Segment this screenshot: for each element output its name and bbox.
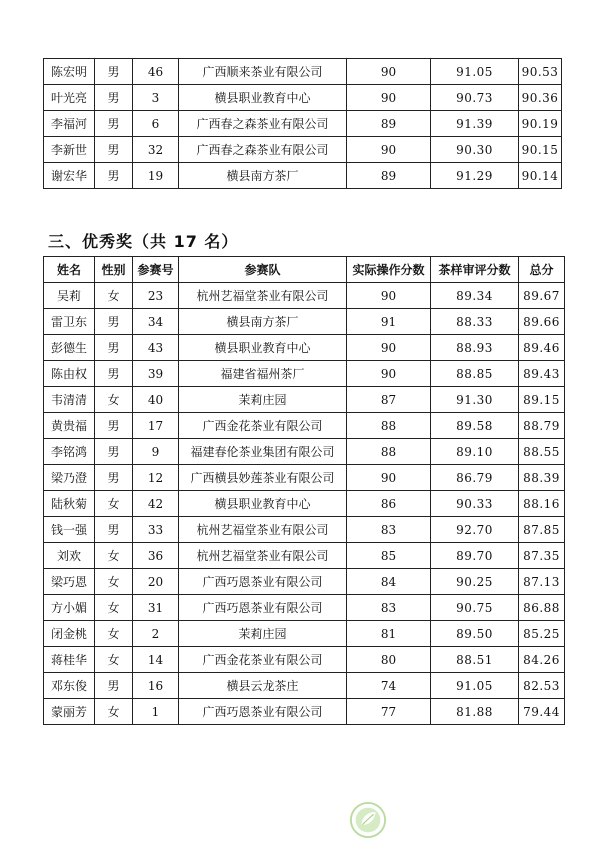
cell-tea: 92.70 [431, 517, 519, 543]
cell-op: 88 [347, 413, 431, 439]
cell-op: 90 [347, 283, 431, 309]
cell-name: 李福河 [44, 111, 95, 137]
cell-gender: 女 [95, 699, 133, 725]
cell-tea: 86.79 [431, 465, 519, 491]
cell-team: 福建春伦茶业集团有限公司 [179, 439, 347, 465]
cell-tea: 88.85 [431, 361, 519, 387]
cell-total: 90.15 [519, 137, 562, 163]
cell-total: 82.53 [519, 673, 565, 699]
cell-no: 3 [133, 85, 179, 111]
cell-gender: 男 [95, 335, 133, 361]
cell-no: 36 [133, 543, 179, 569]
cell-op: 90 [347, 59, 431, 85]
header-operation-score: 实际操作分数 [347, 257, 431, 283]
cell-tea: 88.93 [431, 335, 519, 361]
table-row [44, 137, 562, 163]
cell-team: 杭州艺福堂茶业有限公司 [179, 517, 347, 543]
table-row [44, 163, 562, 189]
header-number: 参赛号 [133, 257, 179, 283]
table-row [44, 361, 565, 387]
table-row [44, 491, 565, 517]
cell-no: 34 [133, 309, 179, 335]
table-row [44, 517, 565, 543]
table-row [44, 595, 565, 621]
cell-op: 87 [347, 387, 431, 413]
cell-team: 横县职业教育中心 [179, 491, 347, 517]
cell-tea: 89.70 [431, 543, 519, 569]
cell-no: 1 [133, 699, 179, 725]
cell-name: 韦清清 [44, 387, 95, 413]
cell-name: 谢宏华 [44, 163, 95, 189]
cell-name: 彭德生 [44, 335, 95, 361]
cell-no: 32 [133, 137, 179, 163]
cell-op: 83 [347, 595, 431, 621]
cell-name: 黄贵福 [44, 413, 95, 439]
cell-team: 横县南方茶厂 [179, 309, 347, 335]
cell-team: 广西春之森茶业有限公司 [179, 137, 347, 163]
cell-no: 40 [133, 387, 179, 413]
cell-name: 雷卫东 [44, 309, 95, 335]
cell-name: 李新世 [44, 137, 95, 163]
awards-table-continued [43, 58, 562, 189]
cell-op: 84 [347, 569, 431, 595]
cell-total: 87.85 [519, 517, 565, 543]
table-row [44, 569, 565, 595]
cell-op: 90 [347, 85, 431, 111]
cell-op: 81 [347, 621, 431, 647]
cell-no: 2 [133, 621, 179, 647]
cell-name: 钱一强 [44, 517, 95, 543]
table-row [44, 413, 565, 439]
cell-total: 88.79 [519, 413, 565, 439]
cell-name: 李铭鸿 [44, 439, 95, 465]
cell-op: 80 [347, 647, 431, 673]
cell-team: 广西横县妙莲茶业有限公司 [179, 465, 347, 491]
cell-team: 横县南方茶厂 [179, 163, 347, 189]
tea-leaf-logo-icon [349, 801, 387, 839]
table-row [44, 621, 565, 647]
cell-op: 89 [347, 111, 431, 137]
cell-name: 叶光亮 [44, 85, 95, 111]
cell-name: 梁乃澄 [44, 465, 95, 491]
cell-tea: 91.05 [431, 59, 519, 85]
cell-total: 89.66 [519, 309, 565, 335]
cell-gender: 男 [95, 361, 133, 387]
table-row [44, 59, 562, 85]
cell-gender: 男 [95, 85, 133, 111]
cell-op: 88 [347, 439, 431, 465]
cell-total: 90.14 [519, 163, 562, 189]
cell-name: 闭金桃 [44, 621, 95, 647]
cell-team: 广西春之森茶业有限公司 [179, 111, 347, 137]
cell-tea: 90.75 [431, 595, 519, 621]
table-row [44, 335, 565, 361]
cell-tea: 88.51 [431, 647, 519, 673]
cell-total: 90.53 [519, 59, 562, 85]
cell-op: 91 [347, 309, 431, 335]
table-header-row [44, 257, 565, 283]
cell-total: 79.44 [519, 699, 565, 725]
cell-gender: 女 [95, 647, 133, 673]
cell-total: 90.36 [519, 85, 562, 111]
cell-total: 89.67 [519, 283, 565, 309]
cell-tea: 89.34 [431, 283, 519, 309]
cell-gender: 女 [95, 491, 133, 517]
cell-tea: 90.33 [431, 491, 519, 517]
table-row [44, 111, 562, 137]
header-gender: 性别 [95, 257, 133, 283]
cell-name: 梁巧恩 [44, 569, 95, 595]
cell-no: 31 [133, 595, 179, 621]
table-row [44, 387, 565, 413]
cell-gender: 女 [95, 569, 133, 595]
cell-tea: 90.73 [431, 85, 519, 111]
cell-op: 86 [347, 491, 431, 517]
cell-tea: 91.30 [431, 387, 519, 413]
cell-no: 39 [133, 361, 179, 387]
cell-no: 20 [133, 569, 179, 595]
cell-op: 85 [347, 543, 431, 569]
cell-op: 90 [347, 465, 431, 491]
cell-op: 74 [347, 673, 431, 699]
cell-gender: 女 [95, 387, 133, 413]
cell-team: 横县职业教育中心 [179, 335, 347, 361]
table-row [44, 465, 565, 491]
cell-team: 广西巧恩茶业有限公司 [179, 569, 347, 595]
cell-total: 88.39 [519, 465, 565, 491]
cell-total: 89.43 [519, 361, 565, 387]
cell-name: 蒋桂华 [44, 647, 95, 673]
excellence-award-table [43, 256, 565, 725]
cell-gender: 男 [95, 517, 133, 543]
cell-total: 85.25 [519, 621, 565, 647]
cell-tea: 91.05 [431, 673, 519, 699]
cell-total: 86.88 [519, 595, 565, 621]
cell-tea: 91.29 [431, 163, 519, 189]
cell-gender: 男 [95, 137, 133, 163]
cell-op: 83 [347, 517, 431, 543]
table-row [44, 543, 565, 569]
cell-no: 19 [133, 163, 179, 189]
cell-gender: 男 [95, 673, 133, 699]
cell-gender: 女 [95, 595, 133, 621]
cell-team: 横县职业教育中心 [179, 85, 347, 111]
header-name: 姓名 [44, 257, 95, 283]
cell-op: 90 [347, 137, 431, 163]
cell-no: 9 [133, 439, 179, 465]
cell-team: 广西巧恩茶业有限公司 [179, 699, 347, 725]
cell-no: 46 [133, 59, 179, 85]
cell-no: 17 [133, 413, 179, 439]
cell-team: 广西金花茶业有限公司 [179, 647, 347, 673]
cell-tea: 90.25 [431, 569, 519, 595]
cell-name: 蒙丽芳 [44, 699, 95, 725]
cell-no: 42 [133, 491, 179, 517]
cell-gender: 男 [95, 111, 133, 137]
cell-total: 90.19 [519, 111, 562, 137]
table-row [44, 309, 565, 335]
cell-gender: 女 [95, 621, 133, 647]
cell-gender: 男 [95, 413, 133, 439]
cell-total: 88.16 [519, 491, 565, 517]
table-row [44, 647, 565, 673]
cell-gender: 男 [95, 59, 133, 85]
cell-total: 87.35 [519, 543, 565, 569]
cell-team: 茉莉庄园 [179, 621, 347, 647]
cell-total: 89.15 [519, 387, 565, 413]
header-total: 总分 [519, 257, 565, 283]
cell-team: 广西巧恩茶业有限公司 [179, 595, 347, 621]
cell-no: 6 [133, 111, 179, 137]
cell-team: 广西金花茶业有限公司 [179, 413, 347, 439]
cell-gender: 男 [95, 465, 133, 491]
cell-no: 16 [133, 673, 179, 699]
cell-name: 刘欢 [44, 543, 95, 569]
table-row [44, 699, 565, 725]
cell-team: 杭州艺福堂茶业有限公司 [179, 283, 347, 309]
cell-team: 茉莉庄园 [179, 387, 347, 413]
header-team: 参赛队 [179, 257, 347, 283]
cell-name: 陈由权 [44, 361, 95, 387]
table-row [44, 673, 565, 699]
cell-team: 福建省福州茶厂 [179, 361, 347, 387]
table-row [44, 439, 565, 465]
cell-gender: 男 [95, 309, 133, 335]
cell-op: 90 [347, 361, 431, 387]
cell-tea: 81.88 [431, 699, 519, 725]
cell-tea: 89.50 [431, 621, 519, 647]
cell-team: 横县云龙茶庄 [179, 673, 347, 699]
cell-name: 陈宏明 [44, 59, 95, 85]
cell-name: 陆秋菊 [44, 491, 95, 517]
cell-total: 89.46 [519, 335, 565, 361]
cell-gender: 女 [95, 543, 133, 569]
cell-tea: 90.30 [431, 137, 519, 163]
cell-name: 方小媚 [44, 595, 95, 621]
cell-tea: 91.39 [431, 111, 519, 137]
cell-no: 14 [133, 647, 179, 673]
cell-name: 吴莉 [44, 283, 95, 309]
cell-gender: 女 [95, 283, 133, 309]
cell-total: 87.13 [519, 569, 565, 595]
cell-tea: 89.58 [431, 413, 519, 439]
header-tea-score: 茶样审评分数 [431, 257, 519, 283]
cell-tea: 89.10 [431, 439, 519, 465]
table-row [44, 283, 565, 309]
cell-total: 84.26 [519, 647, 565, 673]
cell-team: 杭州艺福堂茶业有限公司 [179, 543, 347, 569]
cell-op: 77 [347, 699, 431, 725]
cell-gender: 男 [95, 439, 133, 465]
cell-no: 33 [133, 517, 179, 543]
cell-op: 89 [347, 163, 431, 189]
cell-name: 邓东俊 [44, 673, 95, 699]
section-title-excellence-award: 三、优秀奖（共 17 名） [48, 232, 239, 251]
cell-total: 88.55 [519, 439, 565, 465]
cell-no: 12 [133, 465, 179, 491]
cell-op: 90 [347, 335, 431, 361]
cell-team: 广西顺来茶业有限公司 [179, 59, 347, 85]
cell-no: 23 [133, 283, 179, 309]
cell-no: 43 [133, 335, 179, 361]
cell-gender: 男 [95, 163, 133, 189]
cell-tea: 88.33 [431, 309, 519, 335]
table-row [44, 85, 562, 111]
